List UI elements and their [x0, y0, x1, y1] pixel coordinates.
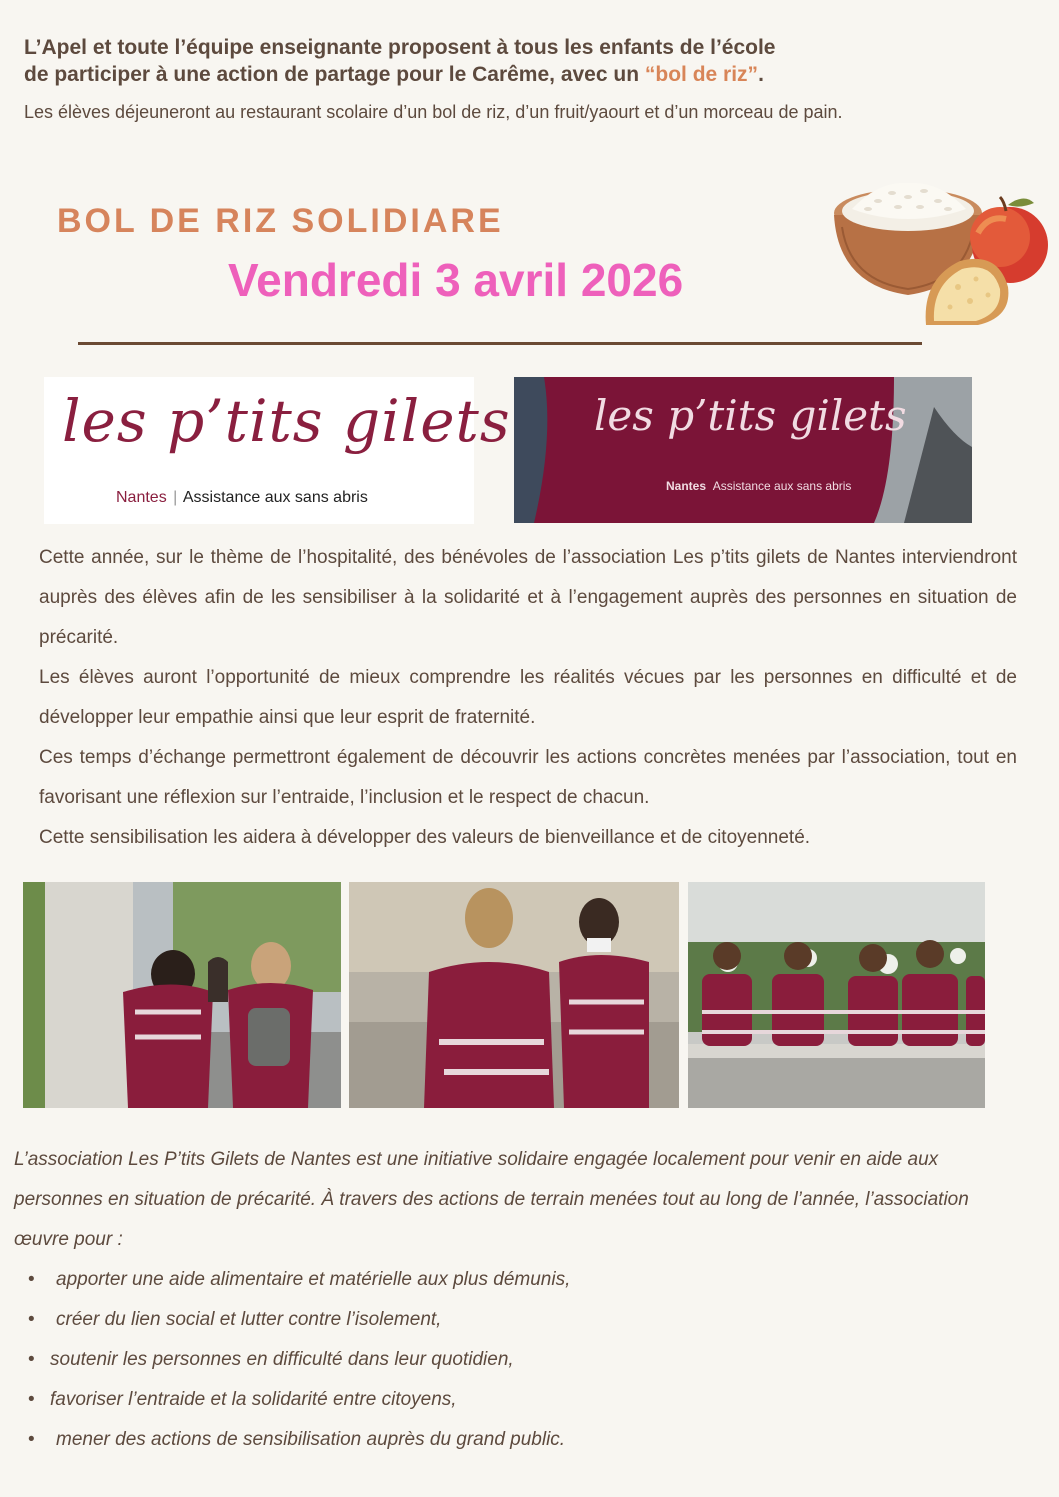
body-text [39, 538, 1017, 858]
section-divider [78, 342, 922, 345]
list-item: • favoriser l’entraide et la solidarité entre citoyens, [28, 1389, 457, 1410]
event-date: Vendredi 3 avril 2026 [228, 254, 684, 306]
body-paragraph-4: Cette sensibilisation les aidera à développer des valeurs de bienveillance et de citoyenneté. [39, 827, 811, 848]
body-paragraph-2: Les élèves auront l’opportunité de mieux comprendre les réalités vécues par les personnes en difficulté et de développer leur empathie ainsi que leur esprit de fraternité. [39, 667, 1017, 728]
logo-tagline: Assistance aux sans abris [182, 489, 368, 506]
vest-script: les p’tits gilets [594, 391, 907, 440]
ptits-gilets-logo [44, 377, 511, 524]
logo-subline: Nantes | Assistance aux sans abris [116, 489, 368, 506]
body-paragraph-1: Cette année, sur le thème de l’hospitalité, des bénévoles de l’association Les p’tits gilets de Nantes interviendront auprès des élèves afin de les sensibiliser à la solidarité et à l’engagement auprès des personnes en situation de précarité. [39, 547, 1017, 648]
vest-closeup-photo [514, 377, 972, 523]
intro-line-1: L’Apel et toute l’équipe enseignante proposent à tous les enfants de l’école [24, 36, 776, 59]
list-item: • apporter une aide alimentaire et matérielle aux plus démunis, [28, 1269, 571, 1290]
volunteers-walking-photo [23, 882, 341, 1108]
association-actions-list [14, 1260, 994, 1460]
logo-script: les p’tits gilets [62, 387, 511, 455]
list-item: • soutenir les personnes en difficulté dans leur quotidien, [28, 1349, 514, 1370]
intro-line-2-end: . [758, 63, 764, 86]
logo-city: Nantes [116, 489, 167, 506]
volunteers-bench-photo [688, 882, 985, 1108]
intro-line-2-text: de participer à une action de partage pour le Carême, avec un [24, 63, 645, 86]
intro-line-2 [24, 61, 984, 88]
body-paragraph-3: Ces temps d’échange permettront également de découvrir les actions concrètes menées par l’association, tout en favorisant une réflexion sur l’entraide, l’inclusion et le respect de chacun. [39, 747, 1017, 808]
rice-bowl-illustration [828, 175, 1048, 330]
bol-de-riz-highlight: “bol de riz” [644, 63, 759, 86]
event-title: BOL DE RIZ SOLIDIARE [57, 202, 504, 240]
list-item: • créer du lien social et lutter contre l’isolement, [28, 1309, 442, 1330]
volunteer-helping-photo [349, 882, 679, 1108]
vest-subline [666, 479, 851, 493]
intro-heading [24, 34, 984, 88]
vest-city: Nantes [666, 479, 707, 493]
association-intro: L’association Les P’tits Gilets de Nantes est une initiative solidaire engagée localement pour venir en aide aux personnes en situation de précarité. À travers des actions de terrain menées tout au long de l’année, l’association œuvre pour : [14, 1149, 969, 1250]
list-item: • mener des actions de sensibilisation auprès du grand public. [28, 1429, 566, 1450]
vest-tagline: Assistance aux sans abris [712, 479, 852, 493]
association-section [14, 1140, 994, 1460]
intro-subtext: Les élèves déjeuneront au restaurant scolaire d’un bol de riz, d’un fruit/yaourt et d’un morceau de pain. [24, 102, 843, 122]
